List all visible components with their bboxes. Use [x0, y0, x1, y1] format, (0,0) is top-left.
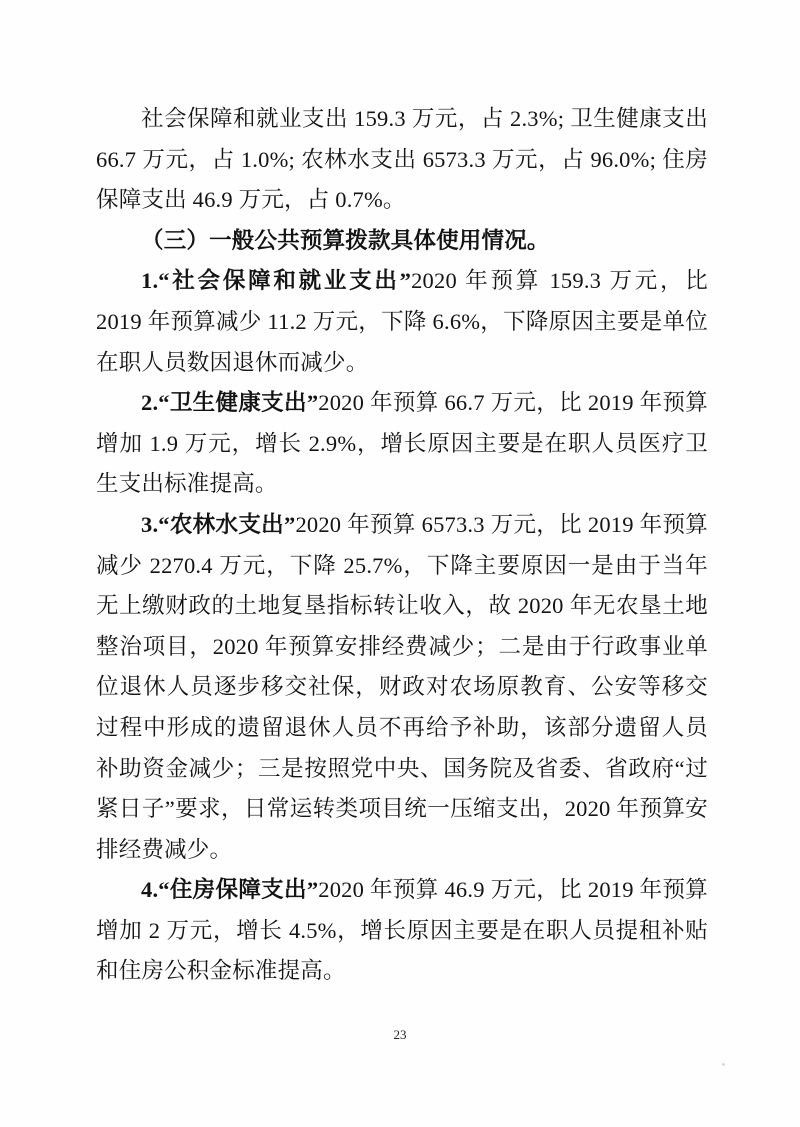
item-2-lead: 2.“卫生健康支出”: [141, 390, 319, 416]
item-3-text: 2020 年预算 6573.3 万元，比 2019 年预算减少 2270.4 万元，下降 25.7%，下降主要原因一是由于当年无上缴财政的土地复垦指标转让收入，故 2020 年无农垦土地整治项目，2020 年预算安排经费减少；二是由于行政事业单位退休人员逐步移交社保，财政对农场原教育、公安等移交过程中形成的遗留退休人员不再给予补助，该部分遗留人员补助资金减少；三是按照党中央、国务院及省委、省政府“过紧日子”要求，日常运转类项目统一压缩支出，2020 年预算安排经费减少。: [96, 511, 708, 862]
paragraph-item-housing-security: [96, 870, 708, 992]
paragraph-expenditure-summary: 社会保障和就业支出 159.3 万元，占 2.3%; 卫生健康支出 66.7 万元，占 1.0%; 农林水支出 6573.3 万元，占 96.0%; 住房保障支出 46.9 万元，占 0.7%。: [96, 106, 708, 213]
page-number: 23: [393, 1027, 407, 1042]
item-1-lead: 1.“社会保障和就业支出”: [141, 268, 412, 294]
paragraph-item-health: [96, 383, 708, 505]
section-heading: （三）一般公共预算拨款具体使用情况。: [141, 227, 550, 253]
item-1-text: 2020 年预算 159.3 万元，比 2019 年预算减少 11.2 万元，下降 6.6%，下降原因主要是单位在职人员数因退休而减少。: [96, 268, 708, 375]
item-3-lead: 3.“农林水支出”: [141, 511, 296, 537]
document-body: [96, 99, 708, 992]
item-4-lead: 4.“住房保障支出”: [141, 877, 319, 903]
page-footer: [0, 1026, 800, 1044]
item-4-text: 2020 年预算 46.9 万元，比 2019 年预算增加 2 万元，增长 4.5%，增长原因主要是在职人员提租补贴和住房公积金标准提高。: [96, 877, 708, 984]
item-2-text: 2020 年预算 66.7 万元，比 2019 年预算增加 1.9 万元，增长 2.9%，增长原因主要是在职人员医疗卫生支出标准提高。: [96, 390, 708, 497]
scan-speck-decoration: [722, 1063, 725, 1066]
paragraph-item-agriculture-forestry-water: [96, 505, 708, 870]
paragraph-item-social-security: [96, 261, 708, 383]
